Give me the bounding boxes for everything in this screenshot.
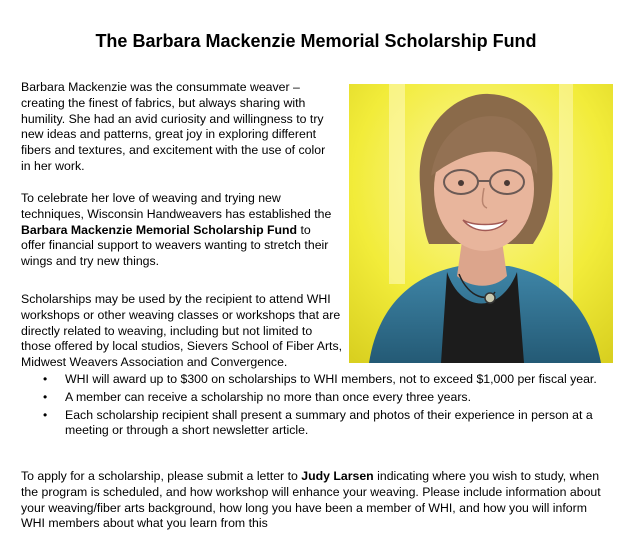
intro-paragraph: Barbara Mackenzie was the consummate weaver – creating the finest of fabrics, but always sharing with humility. She had an avid curiosity and willingness to try new ideas and patterns, great joy in exploring different fibers and textures, and excitement with the use of color in her work.	[21, 80, 326, 173]
apply-text-after: indicating where you wish to study, when the program is scheduled, and how workshop will enhance your weaving. Please include information about your weaving/fiber arts background, how long you have been a member of WHI, and how you will inform WHI members about what you learn from this	[21, 469, 601, 531]
fund-paragraph	[21, 191, 336, 270]
rules-list	[21, 372, 611, 441]
apply-text-before: To apply for a scholarship, please submit a letter to	[21, 469, 302, 483]
list-item-text: A member can receive a scholarship no more than once every three years.	[65, 389, 472, 404]
list-item-text: Each scholarship recipient shall present a summary and photos of their experience in person at a meeting or through a short newsletter article.	[65, 407, 593, 438]
list-item	[21, 372, 611, 388]
usage-paragraph: Scholarships may be used by the recipient to attend WHI workshops or other weaving classes or workshops that are directly related to weaving, including but not limited to those offered by local studios, Sievers School of Fiber Arts, Midwest Weavers Association and Convergence.	[21, 292, 343, 370]
portrait-illustration	[349, 84, 613, 363]
fund-text-before: To celebrate her love of weaving and trying new techniques, Wisconsin Handweavers has established the	[21, 191, 332, 221]
pendant	[485, 293, 495, 303]
bullet-icon: •	[43, 389, 48, 404]
list-item-text: WHI will award up to $300 on scholarships to WHI members, not to exceed $1,000 per fiscal year.	[65, 372, 597, 386]
fund-text-after: to offer financial support to weavers wanting to stretch their wings and try new things.	[21, 222, 329, 269]
bullet-icon: •	[43, 372, 48, 386]
list-item	[21, 390, 611, 406]
apply-paragraph	[21, 469, 611, 532]
photo-window-light	[389, 84, 405, 284]
portrait-photo	[349, 84, 613, 363]
page-title: The Barbara Mackenzie Memorial Scholarship Fund	[95, 31, 537, 51]
list-item	[21, 408, 611, 440]
fund-name: Barbara Mackenzie Memorial Scholarship Fund	[21, 222, 298, 237]
bullet-icon: •	[43, 407, 48, 422]
contact-name: Judy Larsen	[301, 469, 374, 483]
